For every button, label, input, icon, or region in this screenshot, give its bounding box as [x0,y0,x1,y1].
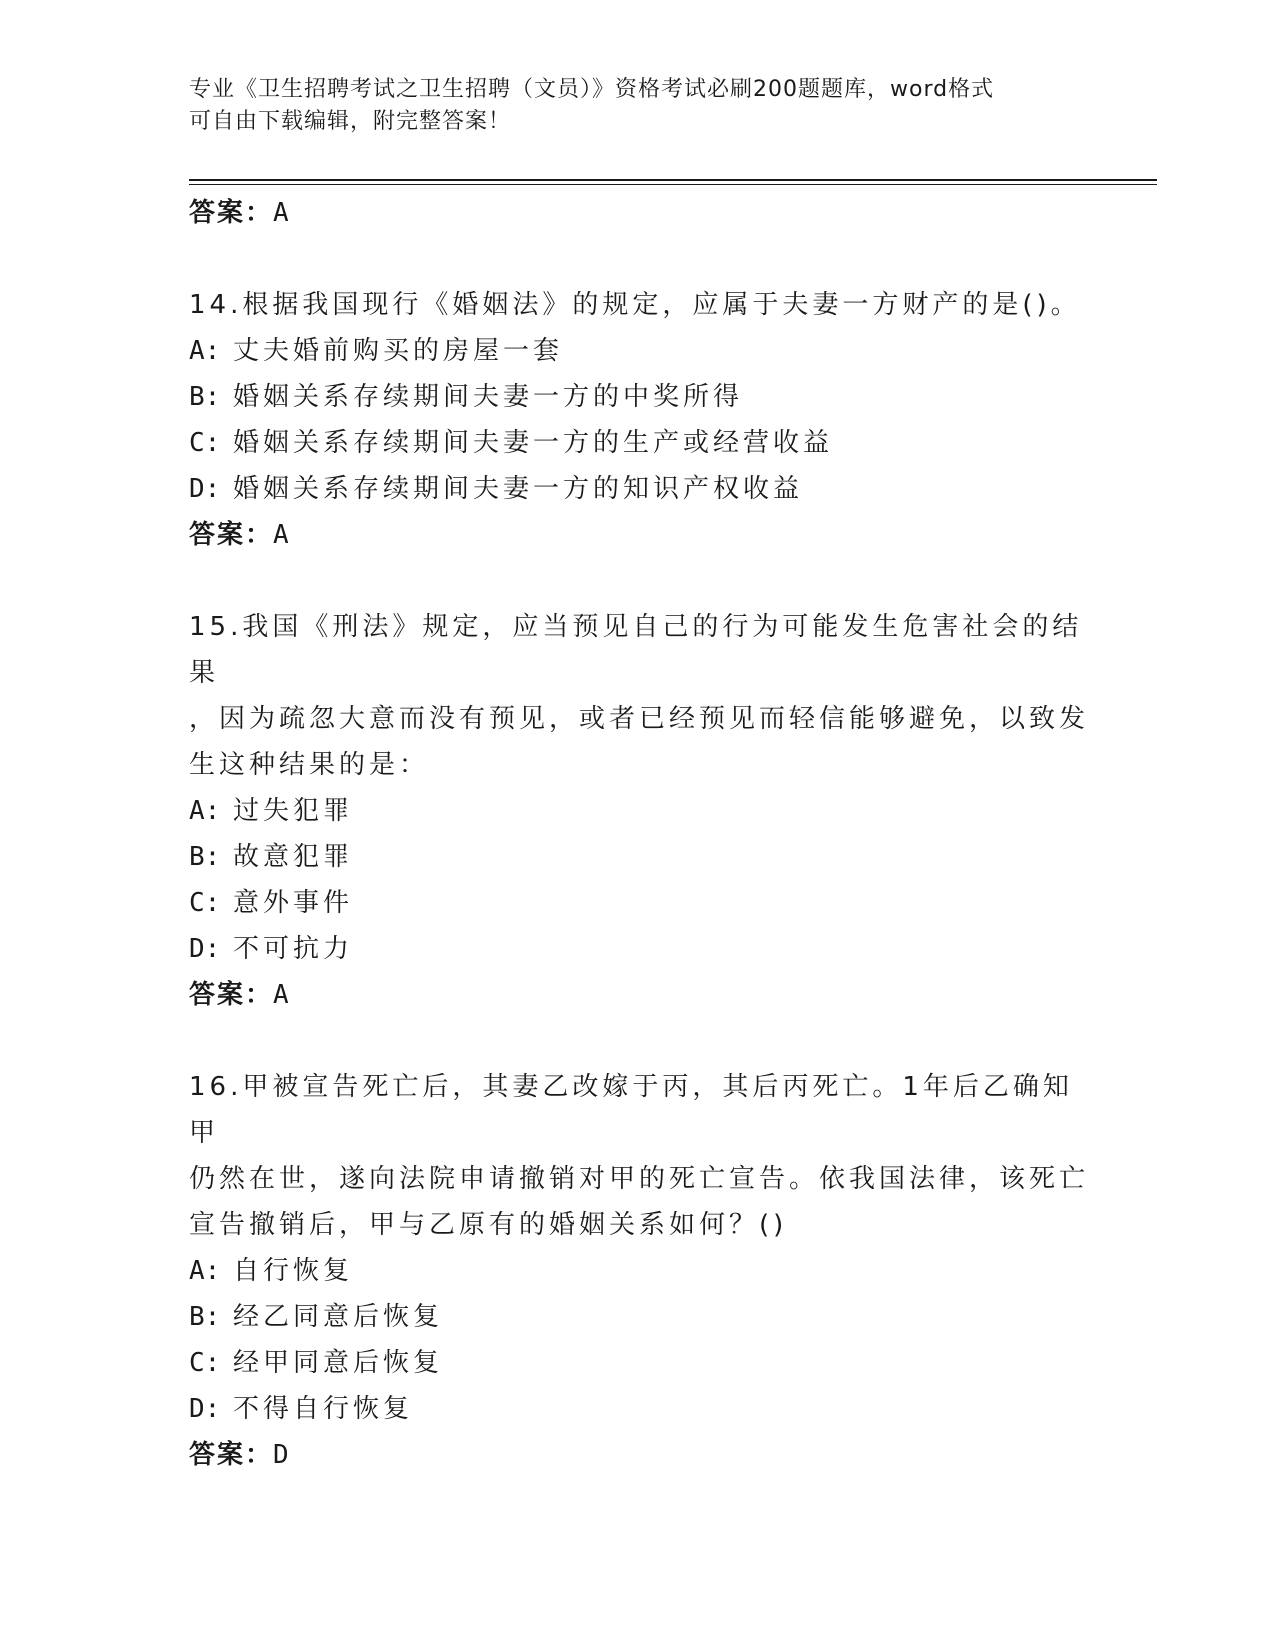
option-d [189,1386,1089,1432]
option-letter: D: [189,474,221,504]
answer-line [189,972,1089,1018]
option-text: 不可抗力 [233,934,354,964]
answer-value: A [273,980,291,1010]
option-a [189,1248,1089,1294]
option-b [189,374,1089,420]
question-block [189,1064,1089,1478]
option-text: 意外事件 [233,888,354,918]
option-letter: B: [189,842,221,872]
option-c [189,420,1089,466]
question-block [189,282,1089,558]
option-text: 经甲同意后恢复 [233,1348,444,1378]
option-d [189,926,1089,972]
option-b [189,834,1089,880]
answer-label: 答案： [189,198,274,228]
question-text: 16.甲被宣告死亡后，其妻乙改嫁于丙，其后丙死亡。1年后乙确知甲 [189,1072,1073,1148]
question-text: ，因为疏忽大意而没有预见，或者已经预见而轻信能够避免，以致发 [189,704,1090,734]
option-text: 婚姻关系存续期间夫妻一方的知识产权收益 [233,474,804,504]
option-c [189,880,1089,926]
option-letter: C: [189,1348,221,1378]
option-text: 婚姻关系存续期间夫妻一方的生产或经营收益 [233,428,834,458]
question-block [189,604,1089,1018]
option-letter: C: [189,888,221,918]
option-letter: D: [189,1394,221,1424]
spacer [189,558,1089,604]
question-text: 生这种结果的是： [189,750,430,780]
answer-label: 答案： [189,1440,274,1470]
option-letter: B: [189,1302,221,1332]
option-text: 丈夫婚前购买的房屋一套 [233,336,564,366]
option-c [189,1340,1089,1386]
option-letter: B: [189,382,221,412]
option-d [189,466,1089,512]
option-b [189,1294,1089,1340]
option-text: 经乙同意后恢复 [233,1302,444,1332]
option-text: 故意犯罪 [233,842,354,872]
answer-line [189,190,1089,236]
option-text: 自行恢复 [233,1256,354,1286]
answer-line [189,1432,1089,1478]
header-rule-thin [189,184,1157,185]
answer-line [189,512,1089,558]
option-a [189,788,1089,834]
option-letter: A: [189,336,221,366]
answer-label: 答案： [189,980,274,1010]
option-letter: A: [189,1256,221,1286]
header-line-1: 专业《卫生招聘考试之卫生招聘（文员）》资格考试必刷200题题库，word格式 [189,77,995,102]
question-text: 15.我国《刑法》规定，应当预见自己的行为可能发生危害社会的结果 [189,612,1083,688]
question-text: 宣告撤销后，甲与乙原有的婚姻关系如何？() [189,1210,788,1240]
document-body [189,190,1089,1478]
option-letter: A: [189,796,221,826]
option-letter: D: [189,934,221,964]
page-header [189,74,1089,138]
option-a [189,328,1089,374]
question-text: 14.根据我国现行《婚姻法》的规定，应属于夫妻一方财产的是()。 [189,290,1081,320]
answer-value: A [273,520,291,550]
option-letter: C: [189,428,221,458]
question-text: 仍然在世，遂向法院申请撤销对甲的死亡宣告。依我国法律，该死亡 [189,1164,1090,1194]
answer-label: 答案： [189,520,274,550]
option-text: 婚姻关系存续期间夫妻一方的中奖所得 [233,382,744,412]
header-line-2: 可自由下载编辑，附完整答案！ [189,109,512,134]
answer-value: D [273,1440,291,1470]
answer-value: A [273,198,291,228]
spacer [189,1018,1089,1064]
option-text: 过失犯罪 [233,796,354,826]
option-text: 不得自行恢复 [233,1394,414,1424]
header-rule-thick [189,179,1157,181]
spacer [189,236,1089,282]
